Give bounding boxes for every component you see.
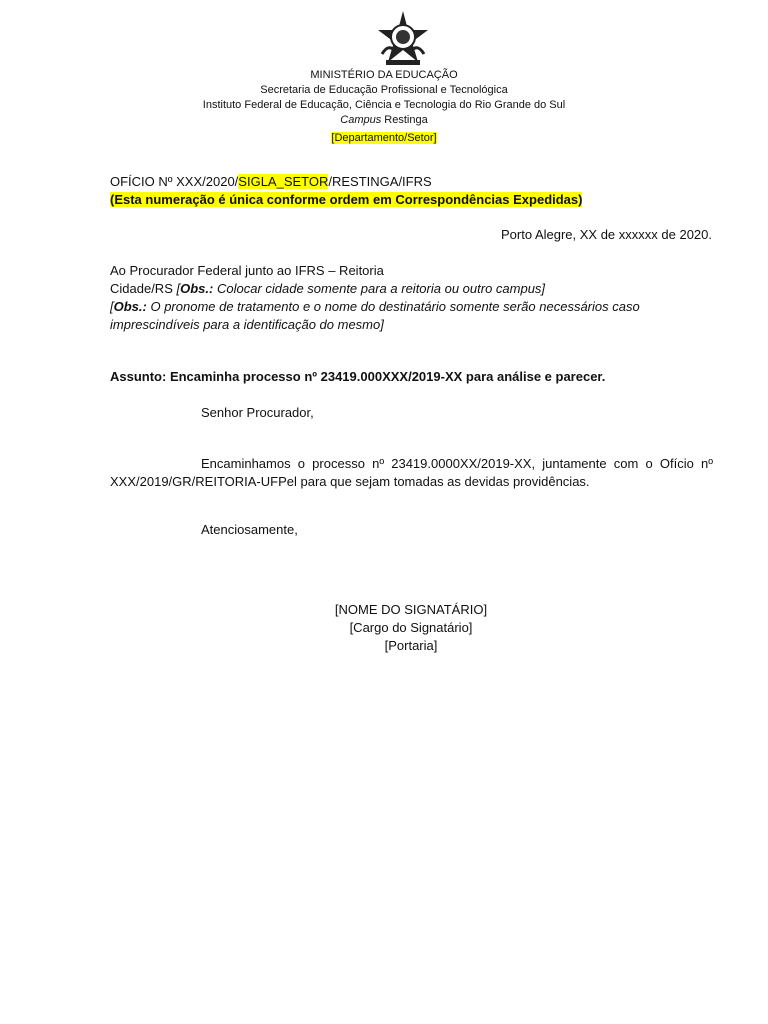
campus-prefix: Campus — [340, 114, 382, 126]
subject-line: Assunto: Encaminha processo nº 23419.000XXX/2019-XX para análise e parecer. — [110, 369, 606, 384]
department-line — [0, 131, 768, 146]
city-line: Cidade/RS [Obs.: Colocar cidade somente para a reitoria ou outro campus] — [110, 281, 546, 296]
city-text: Cidade/RS — [110, 281, 173, 296]
city-note-text: Colocar cidade somente para a reitoria ou outro campus] — [213, 281, 546, 296]
oficio-prefix: OFÍCIO Nº XXX/2020/ — [110, 174, 239, 189]
pronoun-note: [Obs.: O pronome de tratamento e o nome do destinatário somente serão necessários caso imprescindíveis para a identificação do mesmo] — [110, 299, 640, 332]
oficio-number — [110, 173, 582, 191]
greeting: Senhor Procurador, — [201, 405, 314, 420]
signatory-role: [Cargo do Signatário] — [349, 620, 473, 635]
secretariat-heading: Secretaria de Educação Profissional e Tecnológica — [260, 84, 508, 96]
signature-block — [0, 601, 768, 655]
oficio-sigla: SIGLA_SETOR — [238, 174, 329, 189]
pronoun-note-text: O pronome de tratamento e o nome do destinatário somente serão necessários caso imprescindíveis para a identificação do mesmo] — [110, 299, 640, 332]
campus-heading — [0, 113, 768, 128]
oficio-note — [110, 191, 582, 209]
city-note-label: Obs.: — [180, 281, 214, 296]
date-line: Porto Alegre, XX de xxxxxx de 2020. — [500, 227, 712, 242]
campus-name: Restinga — [384, 114, 428, 126]
oficio-block — [110, 173, 582, 209]
institute-heading: Instituto Federal de Educação, Ciência e Tecnologia do Rio Grande do Sul — [202, 99, 566, 111]
recipient-line: Ao Procurador Federal junto ao IFRS – Reitoria — [110, 263, 384, 278]
ministry-heading: MINISTÉRIO DA EDUCAÇÃO — [310, 69, 458, 81]
recipient-block — [110, 262, 715, 334]
body-paragraph: Encaminhamos o processo nº 23419.0000XX/2019-XX, juntamente com o Ofício nº XXX/2019/GR/REITORIA-UFPel para que sejam tomadas as devidas providências. — [110, 456, 713, 489]
department-placeholder: [Departamento/Setor] — [331, 132, 437, 144]
closing: Atenciosamente, — [201, 522, 298, 537]
oficio-note-text: (Esta numeração é única conforme ordem em Correspondências Expedidas) — [110, 192, 583, 207]
pronoun-note-label: Obs.: — [113, 299, 147, 314]
signatory-name: [NOME DO SIGNATÁRIO] — [334, 602, 488, 617]
oficio-suffix: /RESTINGA/IFRS — [328, 174, 432, 189]
signatory-ordinance: [Portaria] — [384, 638, 438, 653]
coat-of-arms-emblem — [374, 10, 432, 68]
